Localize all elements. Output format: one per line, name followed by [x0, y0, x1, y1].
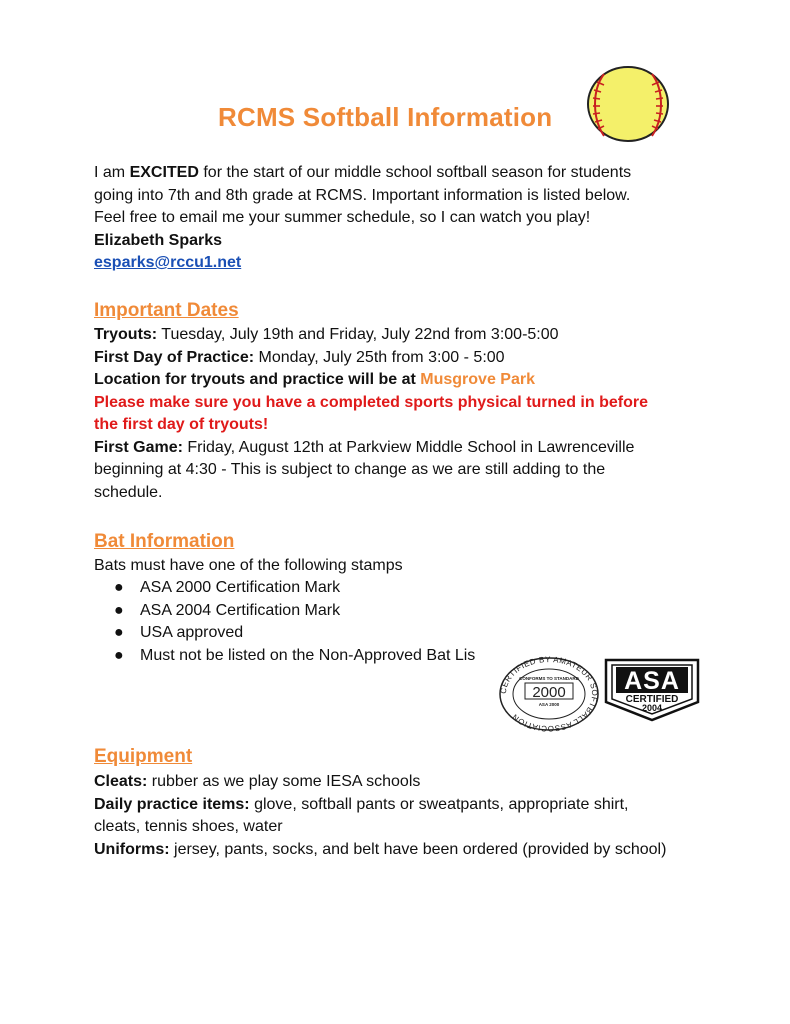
uniforms-label: Uniforms: [94, 840, 170, 858]
practice-label: First Day of Practice: [94, 348, 255, 366]
first-game-text: Friday, August 12th at Parkview Middle School in Lawrenceville [182, 438, 635, 456]
first-game-line-2: beginning at 4:30 - This is subject to change as we are still adding to the [94, 461, 606, 478]
location-line [94, 369, 734, 392]
intro-line-1 [94, 162, 734, 185]
asa-2000-stamp-logo [498, 656, 600, 732]
intro-text: I am [94, 164, 130, 181]
intro-line-3: Feel free to email me your summer schedule, so I can watch you play! [94, 209, 591, 226]
intro-paragraph [94, 162, 734, 275]
cleats-text: rubber as we play some IESA schools [147, 773, 421, 790]
bullet-icon: ● [114, 601, 124, 619]
practice-text: Monday, July 25th from 3:00 - 5:00 [254, 348, 505, 366]
location-text: Location for tryouts and practice will be at [94, 371, 421, 388]
excited-emphasis: EXCITED [129, 164, 199, 181]
uniforms-text: jersey, pants, socks, and belt have been ordered (provided by school) [169, 840, 667, 858]
stamp-top-text: CONFORMS TO STANDARD [519, 676, 579, 681]
equipment-section [94, 771, 734, 861]
asa-logo-text: ASA [624, 667, 680, 695]
daily-items-line [94, 794, 734, 817]
tryouts-label: Tryouts: [94, 326, 158, 343]
uniforms-line [94, 839, 734, 862]
physical-notice-line-2: the first day of tryouts! [94, 416, 269, 433]
list-item-text: Must not be listed on the Non-Approved Bat Lis [140, 646, 476, 664]
asa-certified-2004-logo [604, 658, 700, 722]
first-game-line [94, 437, 734, 460]
list-item-text: ASA 2000 Certification Mark [140, 579, 341, 596]
stamp-sub-text: ASA 2000 [538, 702, 560, 707]
bullet-icon: ● [114, 579, 124, 596]
softball-icon [578, 64, 672, 144]
bat-intro: Bats must have one of the following stamps [94, 557, 403, 574]
bullet-icon: ● [114, 646, 124, 664]
daily-items-label: Daily practice items: [94, 795, 250, 813]
list-item-text: USA approved [140, 624, 244, 641]
page-title: RCMS Softball Information [218, 102, 553, 132]
list-item [114, 577, 475, 600]
bat-stamp-list [114, 577, 475, 667]
tryouts-line [94, 324, 734, 347]
first-game-label: First Game: [94, 438, 183, 456]
equipment-heading: Equipment [94, 746, 193, 767]
asa-year-text: 2004 [641, 703, 663, 713]
list-item [114, 645, 475, 668]
cleats-label: Cleats: [94, 773, 148, 790]
physical-notice-line-1: Please make sure you have a completed sports physical turned in before [94, 393, 648, 411]
intro-text: for the start of our middle school softball season for students [198, 164, 632, 181]
daily-items-text: glove, softball pants or sweatpants, appropriate shirt, [249, 795, 629, 813]
stamp-year-text: 2000 [532, 684, 566, 701]
tryouts-text: Tuesday, July 19th and Friday, July 22nd from 3:00-5:00 [157, 326, 559, 343]
important-dates-section [94, 324, 734, 504]
important-dates-heading: Important Dates [94, 300, 239, 321]
intro-line-2: going into 7th and 8th grade at RCMS. Important information is listed below. [94, 186, 631, 204]
list-item [114, 600, 475, 623]
bullet-icon: ● [114, 624, 124, 641]
email-link[interactable]: esparks@rccu1.net [94, 254, 242, 271]
first-game-line-3: schedule. [94, 483, 163, 501]
bat-information-heading: Bat Information [94, 531, 235, 552]
stamp-ring-text: CERTIFIED BY AMATEUR SOFTBALL ASSOCIATION [498, 656, 600, 732]
list-item-text: ASA 2004 Certification Mark [140, 601, 341, 619]
daily-items-line-2: cleats, tennis shoes, water [94, 818, 283, 835]
asa-certified-text: CERTIFIED [625, 694, 679, 705]
practice-line [94, 347, 734, 370]
location-place: Musgrove Park [420, 371, 535, 388]
cleats-line [94, 771, 734, 794]
list-item [114, 622, 475, 645]
author-name: Elizabeth Sparks [94, 231, 223, 249]
